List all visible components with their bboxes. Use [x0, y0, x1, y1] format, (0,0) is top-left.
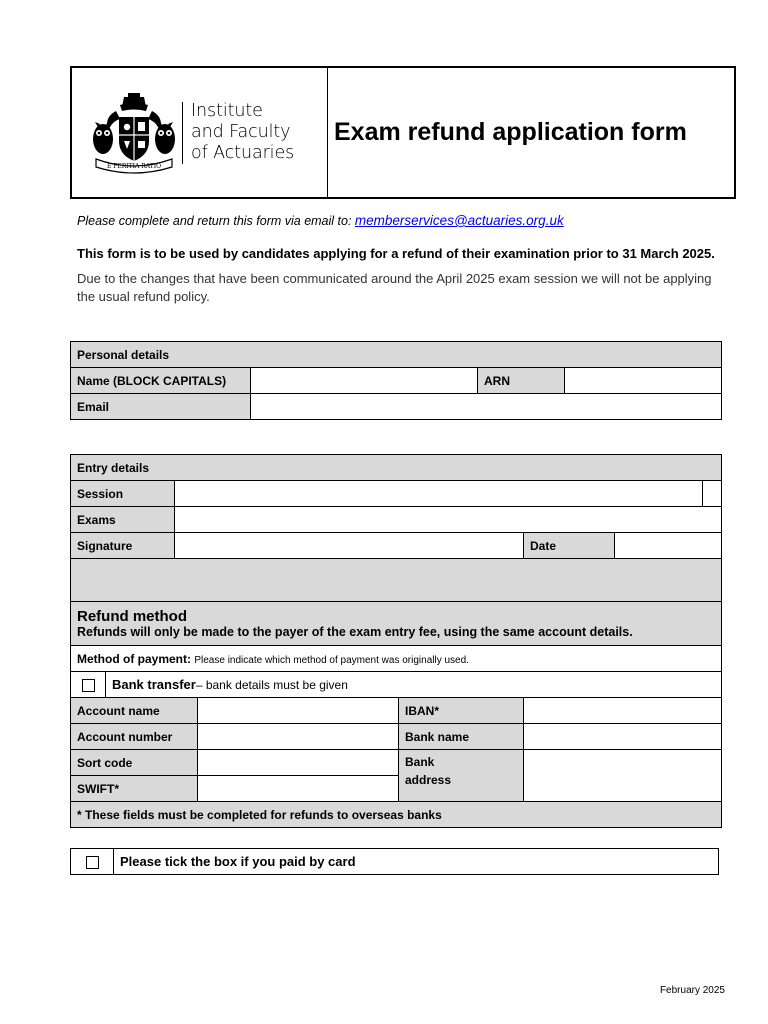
email-link[interactable]: memberservices@actuaries.org.uk	[354, 213, 564, 228]
account-name-cell	[198, 698, 399, 724]
session-cell	[175, 481, 703, 507]
refund-method-heading: Refund method	[77, 608, 187, 625]
method-of-payment-note: Please indicate which method of payment was originally used.	[194, 654, 469, 666]
logo-line: and Faculty	[191, 122, 291, 142]
sort-code-label: Sort code	[71, 750, 198, 776]
exams-field[interactable]	[181, 511, 715, 529]
exams-cell	[175, 507, 722, 533]
entry-details-table	[70, 454, 722, 828]
bank-address-field[interactable]	[530, 767, 715, 785]
email-field[interactable]	[257, 398, 715, 416]
name-cell	[251, 368, 478, 394]
footer-date: February 2025	[659, 985, 725, 996]
sort-code-field[interactable]	[204, 754, 392, 772]
exams-label: Exams	[71, 507, 175, 533]
date-label: Date	[524, 533, 615, 559]
bank-transfer-checkbox[interactable]	[82, 679, 95, 692]
account-number-label: Account number	[71, 724, 198, 750]
personal-details-table	[70, 341, 722, 420]
page-title: Exam refund application form	[334, 118, 687, 146]
session-field[interactable]	[181, 485, 696, 503]
email-instruction	[77, 213, 564, 228]
bank-name-label: Bank name	[399, 724, 524, 750]
bank-transfer-note: – bank details must be given	[195, 678, 348, 692]
method-of-payment-row	[71, 646, 722, 672]
iban-field[interactable]	[530, 702, 715, 720]
crest-motto: E PERITIA RATIO	[106, 162, 162, 170]
personal-details-heading: Personal details	[71, 342, 722, 368]
bank-name-cell	[524, 724, 722, 750]
spacer-row	[71, 559, 722, 602]
arn-cell	[565, 368, 722, 394]
purpose-statement: This form is to be used by candidates applying for a refund of their examination prior to 31 March 2025.	[77, 246, 715, 261]
refund-method-header	[71, 602, 722, 646]
session-extra-cell	[703, 481, 722, 507]
overseas-note: * These fields must be completed for refunds to overseas banks	[71, 802, 722, 828]
account-number-field[interactable]	[204, 728, 392, 746]
bank-transfer-checkbox-cell	[71, 672, 106, 698]
iban-cell	[524, 698, 722, 724]
session-label: Session	[71, 481, 175, 507]
entry-details-heading: Entry details	[71, 455, 722, 481]
signature-cell	[175, 533, 524, 559]
name-label: Name (BLOCK CAPITALS)	[71, 368, 251, 394]
crest-icon	[90, 91, 178, 175]
title-cell	[328, 68, 734, 197]
email-instruction-text: Please complete and return this form via email to:	[77, 214, 352, 228]
refund-method-subheading: Refunds will only be made to the payer of the exam entry fee, using the same account details.	[77, 625, 633, 639]
swift-field[interactable]	[204, 780, 392, 798]
account-name-field[interactable]	[204, 702, 392, 720]
logo-line: of Actuaries	[191, 143, 295, 163]
signature-label: Signature	[71, 533, 175, 559]
card-checkbox[interactable]	[86, 856, 99, 869]
bank-name-field[interactable]	[530, 728, 715, 746]
signature-field[interactable]	[181, 537, 517, 555]
method-of-payment-label: Method of payment:	[77, 651, 191, 666]
card-payment-label: Please tick the box if you paid by card	[114, 849, 719, 875]
swift-label: SWIFT*	[71, 776, 198, 802]
arn-field[interactable]	[571, 372, 715, 390]
swift-cell	[198, 776, 399, 802]
name-field[interactable]	[257, 372, 471, 390]
email-cell	[251, 394, 722, 420]
logo-wordmark	[191, 101, 294, 164]
bank-transfer-label: Bank transfer	[112, 677, 196, 692]
policy-paragraph: Due to the changes that have been communicated around the April 2025 exam session we will not be applying the usual refund policy.	[77, 271, 712, 304]
card-checkbox-cell	[71, 849, 114, 875]
email-label: Email	[71, 394, 251, 420]
card-payment-table	[70, 848, 719, 875]
date-field[interactable]	[621, 537, 715, 555]
bank-address-label-line: Bank	[405, 755, 435, 769]
iban-label: IBAN*	[399, 698, 524, 724]
bank-address-label	[399, 750, 524, 802]
sort-code-cell	[198, 750, 399, 776]
account-number-cell	[198, 724, 399, 750]
logo-line: Institute	[191, 101, 263, 121]
form-header	[70, 66, 736, 199]
logo	[72, 68, 328, 197]
date-cell	[615, 533, 722, 559]
logo-divider	[182, 102, 183, 164]
account-name-label: Account name	[71, 698, 198, 724]
bank-transfer-row	[106, 672, 722, 698]
bank-address-label-line: address	[405, 773, 452, 787]
arn-label: ARN	[478, 368, 565, 394]
bank-address-cell	[524, 750, 722, 802]
